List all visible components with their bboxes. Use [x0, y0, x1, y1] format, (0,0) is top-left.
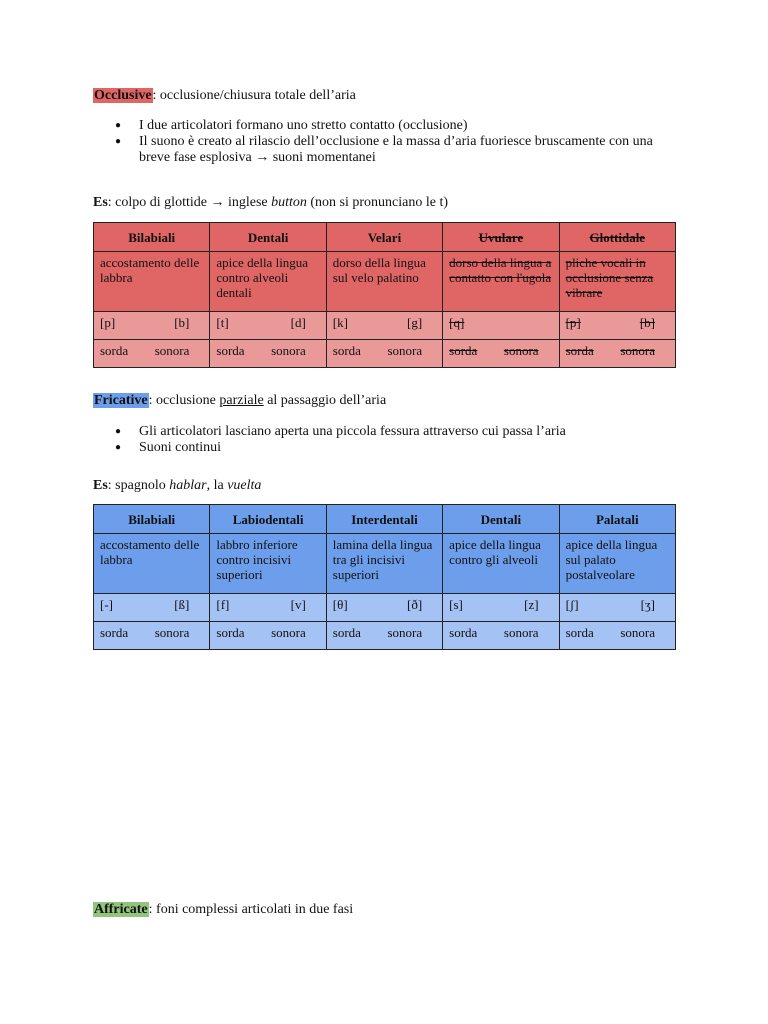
table-cell: [p] [b]: [94, 312, 210, 340]
table-cell: [-] [ß]: [94, 594, 210, 622]
fricative-bullets: [115, 424, 566, 456]
occlusive-heading: [93, 88, 356, 104]
table-cell: pliche vocali in occlusione senza vibrare: [559, 252, 675, 312]
example-label: Es: [93, 478, 108, 493]
table-cell: [f] [v]: [210, 594, 326, 622]
table-cell: sorda sonora: [443, 622, 559, 650]
fricative-example: [93, 478, 261, 494]
table-header: Uvulare: [443, 223, 559, 252]
table-cell: [p] [b]: [559, 312, 675, 340]
table-cell: [ʃ] [ʒ]: [559, 594, 675, 622]
example-text: : spagnolo: [107, 478, 170, 493]
list-item: ● I due articolatori formano uno stretto contatto (occlusione): [115, 118, 653, 134]
table-cell: sorda sonora: [443, 340, 559, 368]
fricative-definition-end: al passaggio dell’aria: [263, 393, 387, 408]
table-header: Palatali: [559, 505, 675, 534]
table-header: Bilabiali: [94, 505, 210, 534]
occlusive-table: [93, 222, 676, 368]
affricate-definition: : foni complessi articolati in due fasi: [148, 902, 354, 917]
table-header: Bilabiali: [94, 223, 210, 252]
table-cell: lamina della lingua tra gli incisivi superiori: [326, 534, 442, 594]
table-cell: sorda sonora: [559, 340, 675, 368]
table-cell: sorda sonora: [559, 622, 675, 650]
list-item: ● Suoni continui: [115, 440, 566, 456]
affricate-label: Affricate: [94, 902, 148, 917]
table-header: Labiodentali: [210, 505, 326, 534]
table-header: Interdentali: [326, 505, 442, 534]
table-cell: dorso della lingua a contatto con l'ugola: [443, 252, 559, 312]
table-cell: sorda sonora: [326, 340, 442, 368]
table-header: Velari: [326, 223, 442, 252]
table-header: Dentali: [443, 505, 559, 534]
table-cell: accostamento delle labbra: [94, 252, 210, 312]
table-cell: accostamento delle labbra: [94, 534, 210, 594]
fricative-label: Fricative: [94, 393, 148, 408]
occlusive-label: Occlusive: [94, 88, 152, 103]
fricative-definition: : occlusione: [148, 393, 220, 408]
table-cell: labbro inferiore contro incisivi superiori: [210, 534, 326, 594]
example-word: vuelta: [227, 478, 262, 493]
table-cell: sorda sonora: [210, 622, 326, 650]
example-text-end: (non si pronunciano le t): [306, 195, 449, 210]
example-word: button: [271, 195, 307, 210]
example-text-mid: , la: [206, 478, 228, 493]
fricative-definition-underline: parziale: [219, 393, 264, 408]
occlusive-example: [93, 195, 448, 211]
fricative-table: [93, 504, 676, 650]
table-cell: sorda sonora: [94, 340, 210, 368]
occlusive-definition: : occlusione/chiusura totale dell’aria: [152, 88, 356, 103]
table-cell: apice della lingua contro alveoli dentali: [210, 252, 326, 312]
table-cell: apice della lingua sul palato postalveolare: [559, 534, 675, 594]
table-cell: [t] [d]: [210, 312, 326, 340]
table-cell: [s] [z]: [443, 594, 559, 622]
table-header: Glottidale: [559, 223, 675, 252]
example-text: : colpo di glottide → inglese: [107, 195, 272, 210]
fricative-heading: [93, 393, 386, 409]
table-cell: [θ] [ð]: [326, 594, 442, 622]
table-cell: sorda sonora: [326, 622, 442, 650]
table-cell: [q]: [443, 312, 559, 340]
table-cell: [k] [g]: [326, 312, 442, 340]
list-item: ● Il suono è creato al rilascio dell’occlusione e la massa d’aria fuoriesce bruscamente con una breve fase esplosiva → suoni momentanei: [115, 134, 653, 166]
occlusive-bullets: [115, 118, 653, 166]
affricate-heading: [93, 902, 353, 918]
table-header: Dentali: [210, 223, 326, 252]
list-item: ● Gli articolatori lasciano aperta una piccola fessura attraverso cui passa l’aria: [115, 424, 566, 440]
table-cell: sorda sonora: [210, 340, 326, 368]
table-cell: apice della lingua contro gli alveoli: [443, 534, 559, 594]
table-cell: sorda sonora: [94, 622, 210, 650]
table-cell: dorso della lingua sul velo palatino: [326, 252, 442, 312]
example-label: Es: [93, 195, 108, 210]
example-word: hablar: [169, 478, 207, 493]
